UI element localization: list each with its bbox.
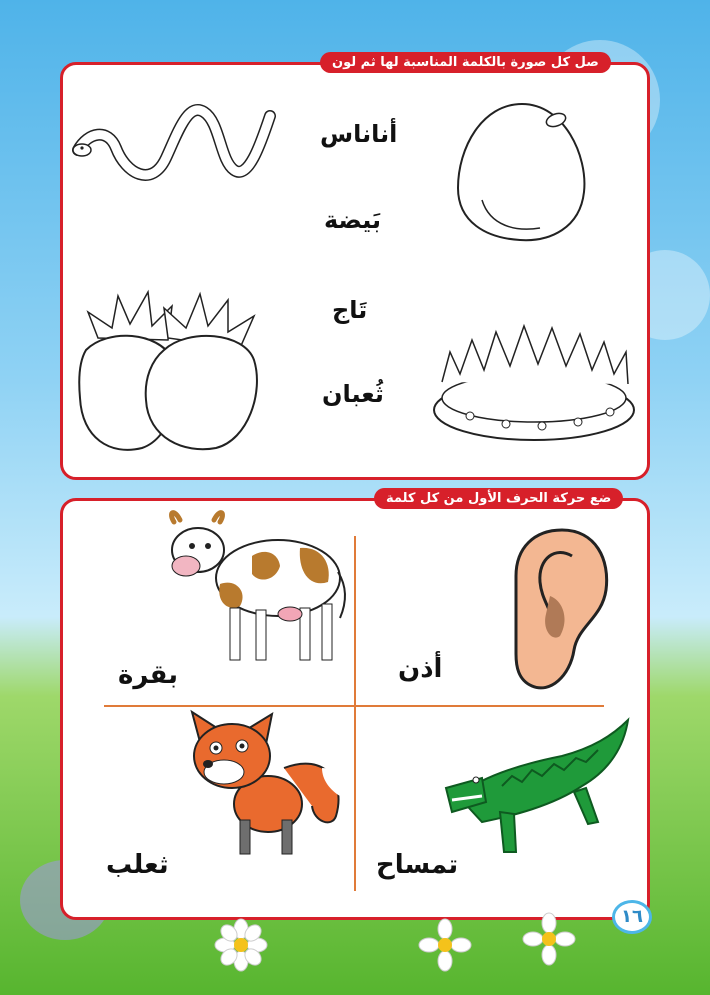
fox-image <box>186 712 346 862</box>
flower-decoration <box>420 920 470 970</box>
crocodile-image <box>442 716 638 862</box>
instruction-banner: ضع حركة الحرف الأول من كل كلمة <box>374 488 623 509</box>
flower-decoration <box>216 920 266 970</box>
word-crocodile: تمساح <box>376 850 459 880</box>
word-egg: بَيضة <box>324 206 382 234</box>
instruction-banner: صل كل صورة بالكلمة المناسبة لها ثم لون <box>320 52 611 73</box>
word-crown: تَاج <box>332 296 368 324</box>
word-pineapple: أناناس <box>320 120 398 148</box>
pineapple-outline-image <box>68 288 268 458</box>
snake-outline-image <box>70 98 280 198</box>
cow-image <box>160 508 350 676</box>
word-ear: أذن <box>398 654 443 684</box>
grid-divider-vertical <box>354 536 356 891</box>
flower-decoration <box>524 914 574 964</box>
crown-outline-image <box>430 322 638 452</box>
word-cow: بقرة <box>118 660 178 690</box>
ear-image <box>512 526 612 696</box>
word-snake: ثُعبان <box>322 380 384 408</box>
word-fox: ثعلب <box>106 850 169 880</box>
page-number-badge: ١٦ <box>612 900 652 934</box>
egg-outline-image <box>452 100 592 245</box>
grid-divider-horizontal <box>104 705 604 707</box>
